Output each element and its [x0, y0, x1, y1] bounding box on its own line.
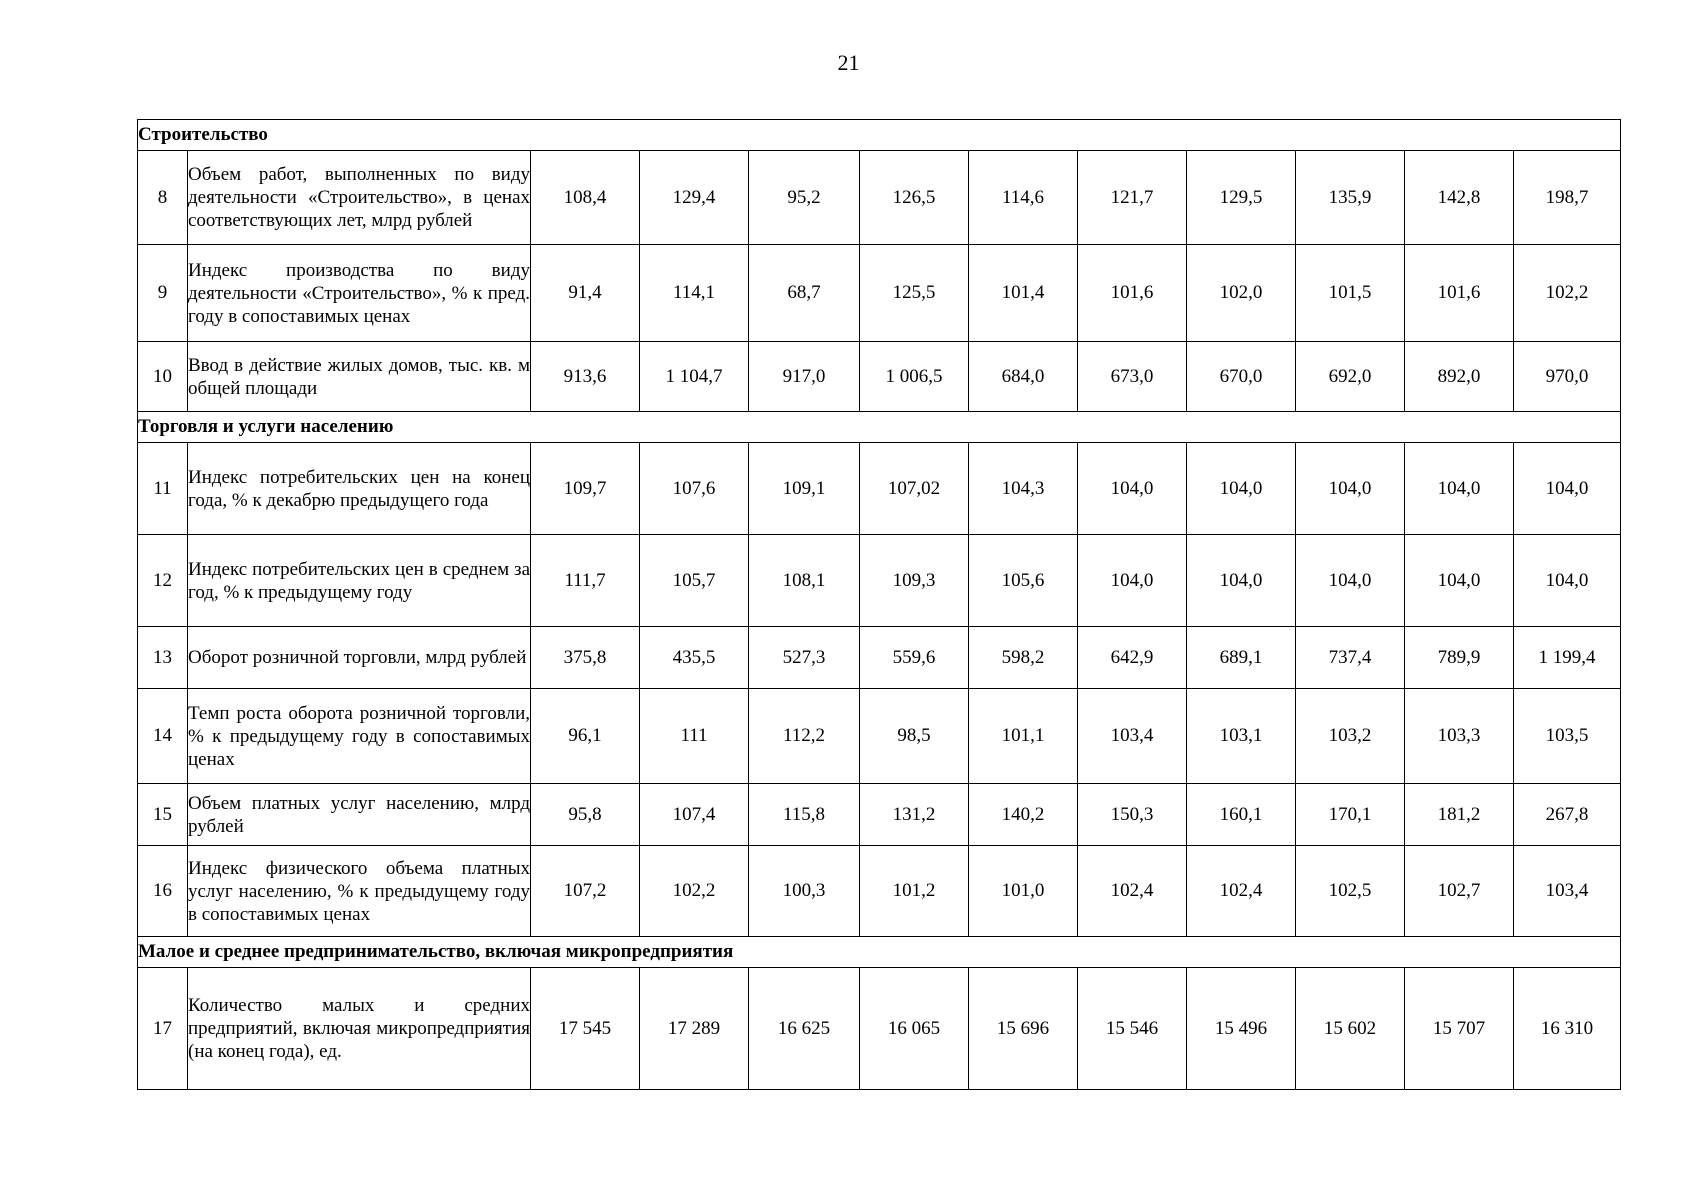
- table-row: [138, 245, 1621, 342]
- value-cell: 112,2: [749, 689, 860, 784]
- value-cell: 129,5: [1187, 151, 1296, 245]
- value-cell: 107,2: [531, 846, 640, 937]
- row-number: 10: [138, 342, 188, 412]
- indicator-description: Индекс производства по виду деятельности «Строительство», % к пред. году в сопоставимых ценах: [188, 245, 531, 342]
- table-row: [138, 443, 1621, 535]
- table-row: [138, 535, 1621, 627]
- value-cell: 101,5: [1296, 245, 1405, 342]
- value-cell: 135,9: [1296, 151, 1405, 245]
- value-cell: 17 289: [640, 968, 749, 1090]
- value-cell: 15 707: [1405, 968, 1514, 1090]
- table-row: [138, 342, 1621, 412]
- value-cell: 95,8: [531, 784, 640, 846]
- value-cell: 970,0: [1514, 342, 1621, 412]
- value-cell: 102,4: [1187, 846, 1296, 937]
- indicator-description: Индекс физического объема платных услуг населению, % к предыдущему году в сопоставимых ценах: [188, 846, 531, 937]
- indicator-description: Объем платных услуг населению, млрд рублей: [188, 784, 531, 846]
- value-cell: 689,1: [1187, 627, 1296, 689]
- value-cell: 115,8: [749, 784, 860, 846]
- value-cell: 375,8: [531, 627, 640, 689]
- value-cell: 108,1: [749, 535, 860, 627]
- row-number: 12: [138, 535, 188, 627]
- value-cell: 527,3: [749, 627, 860, 689]
- value-cell: 102,2: [640, 846, 749, 937]
- value-cell: 104,0: [1296, 443, 1405, 535]
- value-cell: 104,0: [1187, 443, 1296, 535]
- value-cell: 1 199,4: [1514, 627, 1621, 689]
- indicator-description: Оборот розничной торговли, млрд рублей: [188, 627, 531, 689]
- value-cell: 103,4: [1514, 846, 1621, 937]
- page-number: 21: [837, 50, 860, 75]
- table-row: [138, 627, 1621, 689]
- value-cell: 913,6: [531, 342, 640, 412]
- indicator-description: Темп роста оборота розничной торговли, % к предыдущему году в сопоставимых ценах: [188, 689, 531, 784]
- value-cell: 109,3: [860, 535, 969, 627]
- row-number: 14: [138, 689, 188, 784]
- value-cell: 104,0: [1514, 535, 1621, 627]
- value-cell: 104,0: [1187, 535, 1296, 627]
- value-cell: 102,0: [1187, 245, 1296, 342]
- value-cell: 103,2: [1296, 689, 1405, 784]
- value-cell: 101,6: [1078, 245, 1187, 342]
- value-cell: 102,4: [1078, 846, 1187, 937]
- row-number: 17: [138, 968, 188, 1090]
- section-title: Строительство: [138, 120, 1621, 151]
- table-row: [138, 968, 1621, 1090]
- value-cell: 107,6: [640, 443, 749, 535]
- value-cell: 559,6: [860, 627, 969, 689]
- value-cell: 101,6: [1405, 245, 1514, 342]
- value-cell: 105,6: [969, 535, 1078, 627]
- table-row: [138, 846, 1621, 937]
- row-number: 8: [138, 151, 188, 245]
- value-cell: 142,8: [1405, 151, 1514, 245]
- value-cell: 91,4: [531, 245, 640, 342]
- value-cell: 267,8: [1514, 784, 1621, 846]
- value-cell: 15 696: [969, 968, 1078, 1090]
- value-cell: 692,0: [1296, 342, 1405, 412]
- value-cell: 114,6: [969, 151, 1078, 245]
- value-cell: 96,1: [531, 689, 640, 784]
- section-title: Малое и среднее предпринимательство, включая микропредприятия: [138, 937, 1621, 968]
- value-cell: 642,9: [1078, 627, 1187, 689]
- value-cell: 16 310: [1514, 968, 1621, 1090]
- row-number: 16: [138, 846, 188, 937]
- value-cell: 109,7: [531, 443, 640, 535]
- value-cell: 140,2: [969, 784, 1078, 846]
- table-row: [138, 784, 1621, 846]
- indicator-description: Индекс потребительских цен на конец года, % к декабрю предыдущего года: [188, 443, 531, 535]
- value-cell: 670,0: [1187, 342, 1296, 412]
- value-cell: 100,3: [749, 846, 860, 937]
- value-cell: 111: [640, 689, 749, 784]
- value-cell: 104,0: [1405, 535, 1514, 627]
- indicator-description: Объем работ, выполненных по виду деятельности «Строительство», в ценах соответствующих лет, млрд рублей: [188, 151, 531, 245]
- section-header-row: [138, 937, 1621, 968]
- value-cell: 789,9: [1405, 627, 1514, 689]
- value-cell: 102,5: [1296, 846, 1405, 937]
- value-cell: 103,4: [1078, 689, 1187, 784]
- value-cell: 198,7: [1514, 151, 1621, 245]
- value-cell: 68,7: [749, 245, 860, 342]
- value-cell: 15 602: [1296, 968, 1405, 1090]
- value-cell: 109,1: [749, 443, 860, 535]
- table-row: [138, 689, 1621, 784]
- value-cell: 101,1: [969, 689, 1078, 784]
- value-cell: 101,0: [969, 846, 1078, 937]
- value-cell: 150,3: [1078, 784, 1187, 846]
- section-title: Торговля и услуги населению: [138, 412, 1621, 443]
- value-cell: 108,4: [531, 151, 640, 245]
- row-number: 9: [138, 245, 188, 342]
- value-cell: 181,2: [1405, 784, 1514, 846]
- value-cell: 107,02: [860, 443, 969, 535]
- indicators-table: [137, 119, 1621, 1090]
- value-cell: 125,5: [860, 245, 969, 342]
- value-cell: 126,5: [860, 151, 969, 245]
- value-cell: 114,1: [640, 245, 749, 342]
- value-cell: 103,3: [1405, 689, 1514, 784]
- value-cell: 107,4: [640, 784, 749, 846]
- value-cell: 104,0: [1078, 443, 1187, 535]
- value-cell: 111,7: [531, 535, 640, 627]
- value-cell: 435,5: [640, 627, 749, 689]
- value-cell: 15 546: [1078, 968, 1187, 1090]
- value-cell: 104,0: [1405, 443, 1514, 535]
- indicator-description: Количество малых и средних предприятий, включая микропредприятия (на конец года), ед.: [188, 968, 531, 1090]
- value-cell: 598,2: [969, 627, 1078, 689]
- value-cell: 104,0: [1296, 535, 1405, 627]
- indicator-description: Индекс потребительских цен в среднем за год, % к предыдущему году: [188, 535, 531, 627]
- value-cell: 892,0: [1405, 342, 1514, 412]
- value-cell: 121,7: [1078, 151, 1187, 245]
- value-cell: 917,0: [749, 342, 860, 412]
- value-cell: 95,2: [749, 151, 860, 245]
- value-cell: 15 496: [1187, 968, 1296, 1090]
- value-cell: 684,0: [969, 342, 1078, 412]
- value-cell: 673,0: [1078, 342, 1187, 412]
- value-cell: 160,1: [1187, 784, 1296, 846]
- value-cell: 16 625: [749, 968, 860, 1090]
- value-cell: 102,7: [1405, 846, 1514, 937]
- value-cell: 104,0: [1514, 443, 1621, 535]
- row-number: 11: [138, 443, 188, 535]
- value-cell: 101,4: [969, 245, 1078, 342]
- value-cell: 131,2: [860, 784, 969, 846]
- section-header-row: [138, 120, 1621, 151]
- row-number: 15: [138, 784, 188, 846]
- value-cell: 17 545: [531, 968, 640, 1090]
- value-cell: 129,4: [640, 151, 749, 245]
- value-cell: 170,1: [1296, 784, 1405, 846]
- value-cell: 103,1: [1187, 689, 1296, 784]
- value-cell: 737,4: [1296, 627, 1405, 689]
- value-cell: 101,2: [860, 846, 969, 937]
- value-cell: 103,5: [1514, 689, 1621, 784]
- indicator-description: Ввод в действие жилых домов, тыс. кв. м общей площади: [188, 342, 531, 412]
- row-number: 13: [138, 627, 188, 689]
- table-row: [138, 151, 1621, 245]
- value-cell: 98,5: [860, 689, 969, 784]
- value-cell: 16 065: [860, 968, 969, 1090]
- value-cell: 104,3: [969, 443, 1078, 535]
- value-cell: 1 104,7: [640, 342, 749, 412]
- value-cell: 104,0: [1078, 535, 1187, 627]
- section-header-row: [138, 412, 1621, 443]
- value-cell: 102,2: [1514, 245, 1621, 342]
- value-cell: 105,7: [640, 535, 749, 627]
- value-cell: 1 006,5: [860, 342, 969, 412]
